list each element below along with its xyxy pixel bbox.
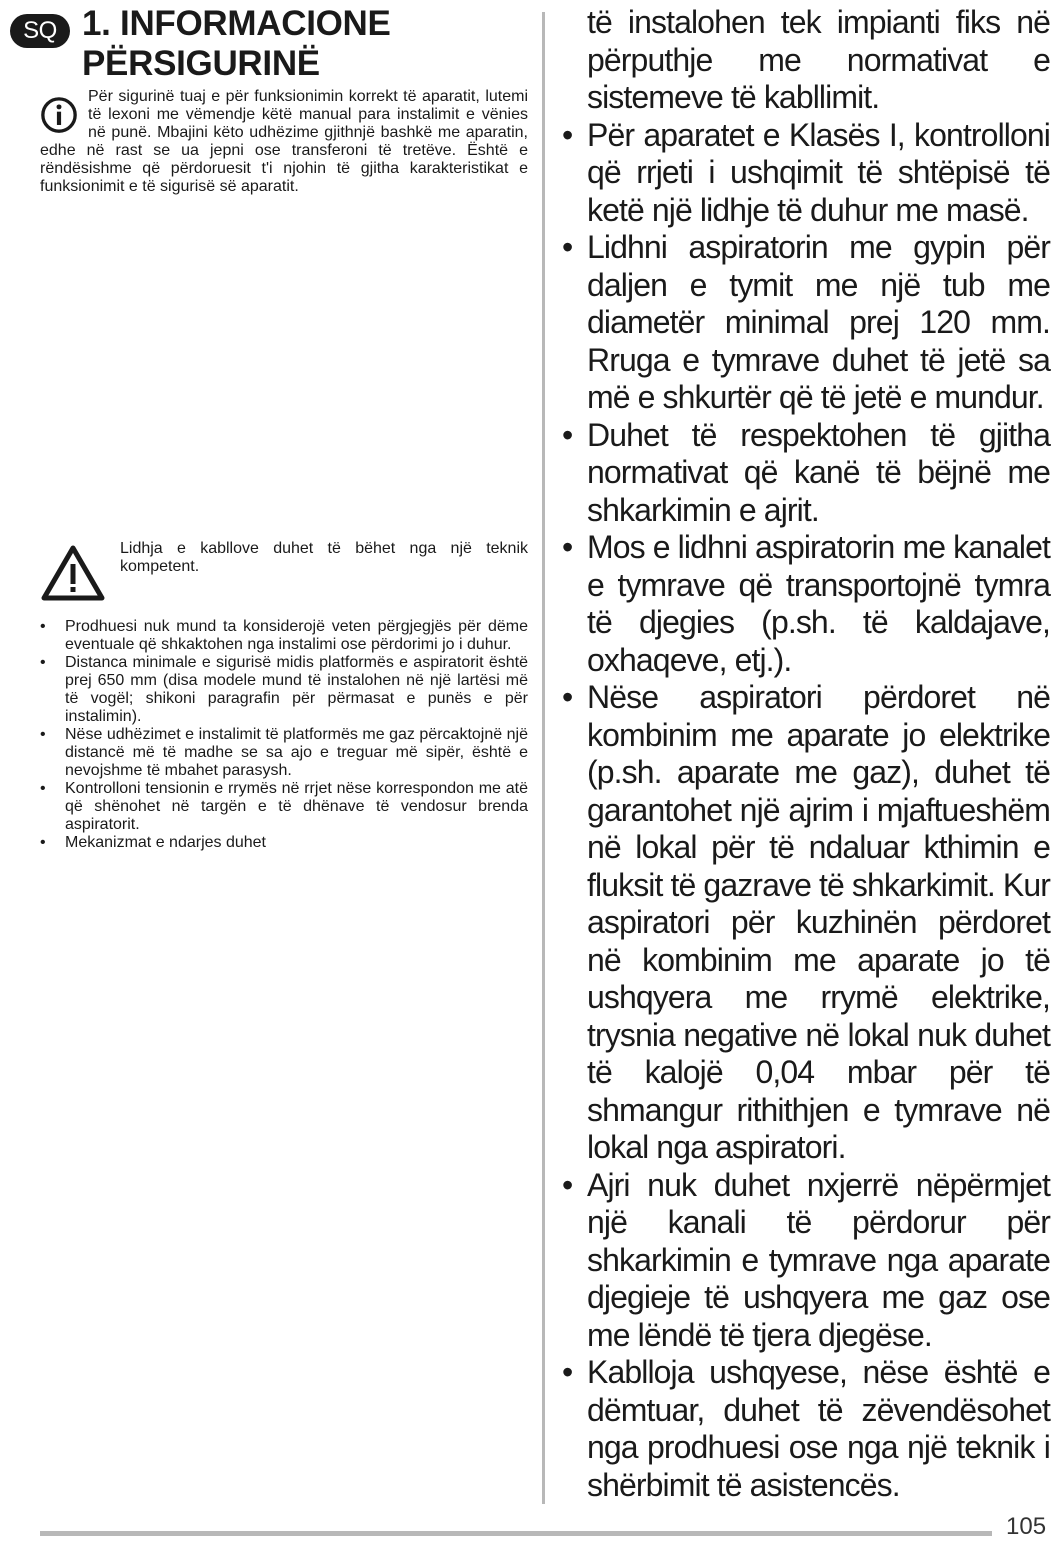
intro-text: Për sigurinë tuaj e për funksionimin korrekt të aparatit, lutemi të lexoni me vëmendje këtë manual para instalimit e vënies në punë. Mbajini këto udhëzime gjithnjë bashkë me aparatin, edhe në rast se ua jepni ose transferoni të tretëve. Është e rëndësishme që përdoruesit t'i njohin të gjitha karakteristikat e funksionimit e të sigurisë së aparatit. [40,88,528,195]
info-icon [40,96,78,134]
warning-text: Lidhja e kabllove duhet të bëhet nga një teknik kompetent. [120,540,528,575]
list-item: • Distanca minimale e sigurisë midis platformës e aspiratorit është prej 650 mm (disa modele mund të instalohen në një lartësi më të vogël; shikoni paragrafin për përmasat e punës e për instalimin). [40,654,528,726]
list-item: • Duhet të respektohen të gjitha normativat që kanë të bëjnë me shkarkimin e ajrit. [562,417,1050,530]
continuation-text: të instalohen tek impianti fiks në përputhje me normativat e sistemeve të kabllimit. [587,4,1050,115]
list-item: • Prodhuesi nuk mund ta konsiderojë veten përgjegjës për dëme eventuale që shkaktohen nga instalimi ose përdorimi jo i duhur. [40,618,528,654]
footer-rule [40,1531,992,1536]
warning-triangle-icon [40,544,106,602]
warning-block [40,540,528,602]
column-divider [542,12,545,1504]
list-item: • Ajri nuk duhet nxjerrë nëpërmjet një kanali të përdorur për shkarkimin e tymrave nga aparate djegieje të ushqyera me gaz ose me lëndë të tjera djegëse. [562,1167,1050,1355]
list-item: • Për aparatet e Klasës I, kontrolloni që rrjeti i ushqimit të shtëpisë të ketë një lidhje të duhur me masë. [562,117,1050,230]
page-number: 105 [1006,1513,1047,1540]
section-title: 1. INFORMACIONE PËRSIGURINË [82,4,391,83]
list-item: • Kablloja ushqyese, nëse është e dëmtuar, duhet të zëvendësohet nga prodhuesi ose nga një teknik i shërbimit të asistencës. [562,1354,1050,1504]
list-item: • Mekanizmat e ndarjes duhet [40,834,528,852]
list-item: • Nëse aspiratori përdoret në kombinim me aparate jo elektrike (p.sh. aparate me gaz), duhet të garantohet një ajrim i mjaftueshëm në lokal për të ndaluar kthimin e fluksit të gazrave të shkarkimit. Kur aspiratori për kuzhinën përdoret në kombinim me aparate jo të ushqyera me rrymë elektrike, trysnia negative në lokal nuk duhet të kalojë 0,04 mbar për të shmangur rithithjen e tymrave në lokal nga aspiratori. [562,679,1050,1167]
right-column [562,4,1050,1504]
language-badge: SQ [10,14,70,48]
list-item: • Lidhni aspiratorin me gypin për daljen e tymit me një tub me diametër minimal prej 120 mm. Rruga e tymrave duhet të jetë sa më e shkurtër që të jetë e mundur. [562,229,1050,417]
left-bullet-list [40,618,528,852]
intro-paragraph [40,88,528,196]
list-item: • Mos e lidhni aspiratorin me kanalet e tymrave që transportojnë tymra të djegies (p.sh. të kaldajave, oxhaqeve, etj.). [562,529,1050,679]
list-item: • Kontrolloni tensionin e rrymës në rrjet nëse korrespondon me atë që shënohet në targën e të dhënave të vendosur brenda aspiratorit. [40,780,528,834]
right-bullet-list [562,117,1050,1505]
list-item: • Nëse udhëzimet e instalimit të platformës me gaz përcaktojnë një distancë më të madhe se sa ajo e treguar më sipër, është e nevojshme të mbahet parasysh. [40,726,528,780]
